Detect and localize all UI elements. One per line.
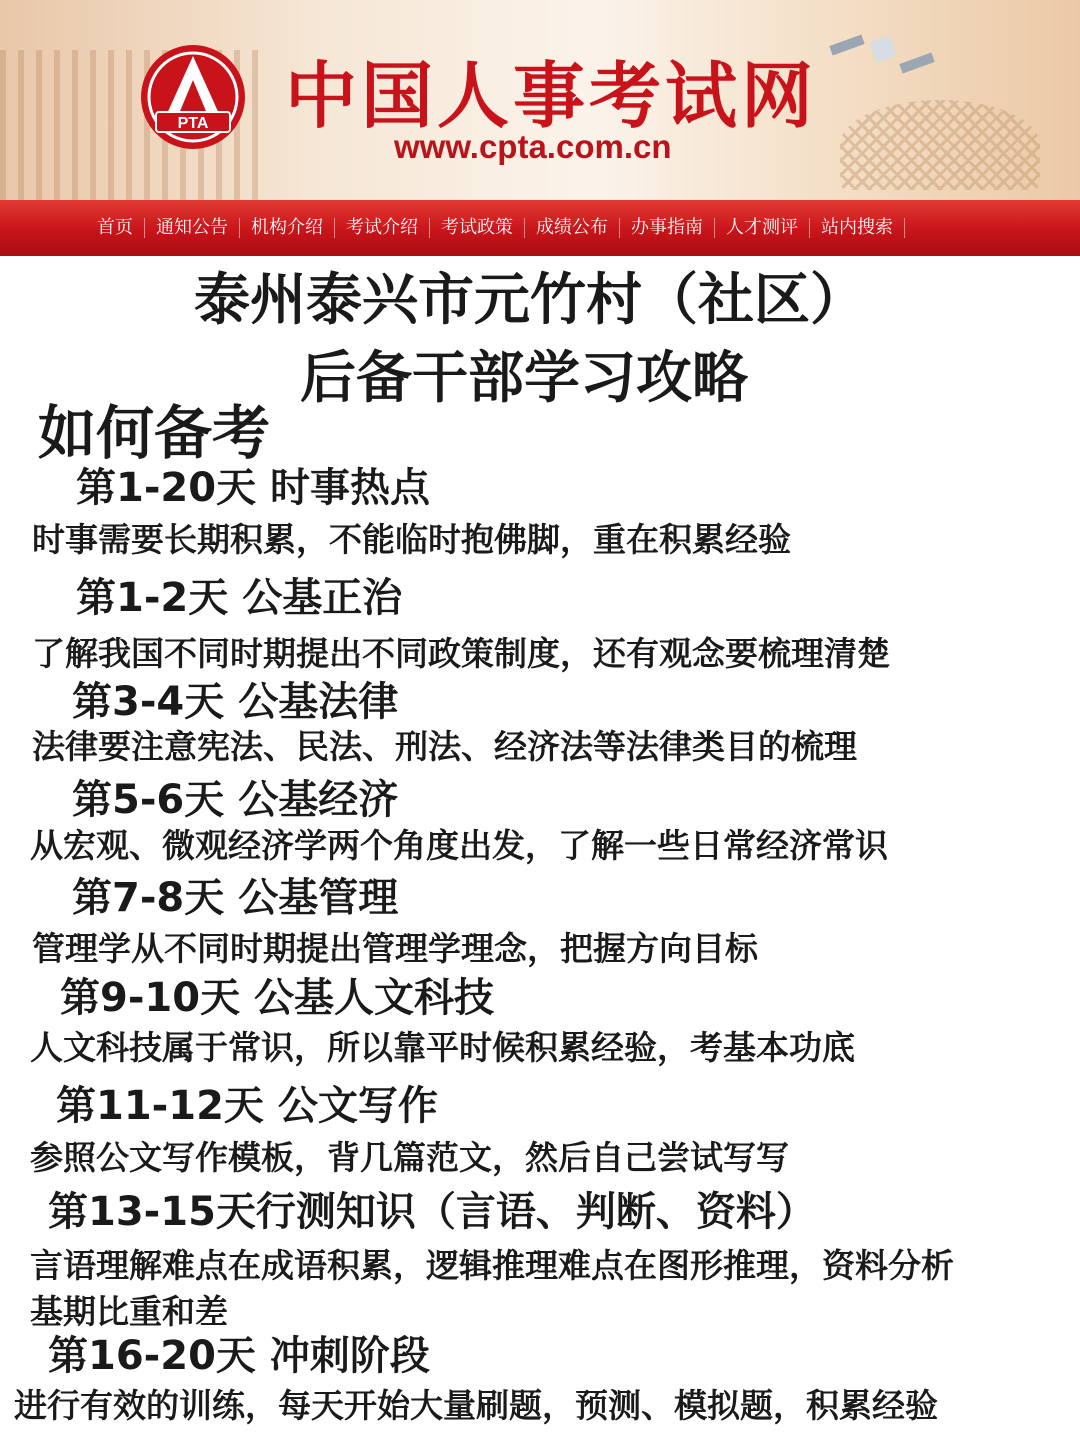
section-body: 从宏观、微观经济学两个角度出发，了解一些日常经济常识 — [30, 826, 888, 865]
section-heading: 第16-20天 冲刺阶段 — [48, 1333, 430, 1379]
section-body: 管理学从不同时期提出管理学理念，把握方向目标 — [32, 929, 758, 968]
section-body: 言语理解难点在成语积累，逻辑推理难点在图形推理，资料分析 — [30, 1246, 954, 1285]
section-body: 法律要注意宪法、民法、刑法、经济法等法律类目的梳理 — [32, 727, 857, 766]
section-body-continued: 基期比重和差 — [30, 1292, 228, 1331]
section-body: 时事需要长期积累，不能临时抱佛脚，重在积累经验 — [32, 520, 791, 559]
article-title-line2: 后备干部学习攻略 — [300, 346, 748, 411]
section-subtitle: 如何备考 — [38, 399, 271, 467]
main-nav — [0, 200, 1080, 256]
pta-logo — [138, 42, 248, 152]
section-heading: 第5-6天 公基经济 — [72, 777, 399, 823]
section-heading: 第3-4天 公基法律 — [72, 679, 399, 725]
article — [0, 256, 1080, 1440]
section-heading: 第9-10天 公基人文科技 — [60, 975, 495, 1021]
section-heading: 第7-8天 公基管理 — [72, 875, 399, 921]
nav-item-home[interactable]: 首页 — [86, 218, 145, 238]
nav-item-policy[interactable]: 考试政策 — [430, 218, 525, 238]
section-body: 进行有效的训练，每天开始大量刷题，预测、模拟题，积累经验 — [14, 1386, 938, 1425]
nav-item-scores[interactable]: 成绩公布 — [525, 218, 620, 238]
section-heading: 第1-2天 公基正治 — [76, 575, 403, 621]
article-title-line1: 泰州泰兴市元竹村（社区） — [194, 268, 866, 333]
nav-item-guide[interactable]: 办事指南 — [620, 218, 715, 238]
nav-item-notices[interactable]: 通知公告 — [145, 218, 240, 238]
header-banner — [0, 0, 1080, 200]
section-body: 人文科技属于常识，所以靠平时候积累经验，考基本功底 — [30, 1028, 855, 1067]
site-url[interactable]: www.cpta.com.cn — [394, 128, 672, 165]
nav-item-search[interactable]: 站内搜索 — [810, 218, 905, 238]
nav-item-about[interactable]: 机构介绍 — [240, 218, 335, 238]
section-body: 了解我国不同时期提出不同政策制度，还有观念要梳理清楚 — [32, 634, 890, 673]
svg-text:PTA: PTA — [177, 115, 209, 132]
nav-item-assessment[interactable]: 人才测评 — [715, 218, 810, 238]
stadium-decoration — [840, 100, 1040, 190]
section-heading: 第13-15天行测知识（言语、判断、资料） — [48, 1189, 816, 1235]
section-body: 参照公文写作模板，背几篇范文，然后自己尝试写写 — [30, 1138, 789, 1177]
site-title: 中国人事考试网 — [285, 54, 818, 138]
section-heading: 第11-12天 公文写作 — [56, 1083, 438, 1129]
nav-item-exams[interactable]: 考试介绍 — [335, 218, 430, 238]
section-heading: 第1-20天 时事热点 — [76, 465, 431, 511]
satellite-icon — [820, 18, 940, 88]
